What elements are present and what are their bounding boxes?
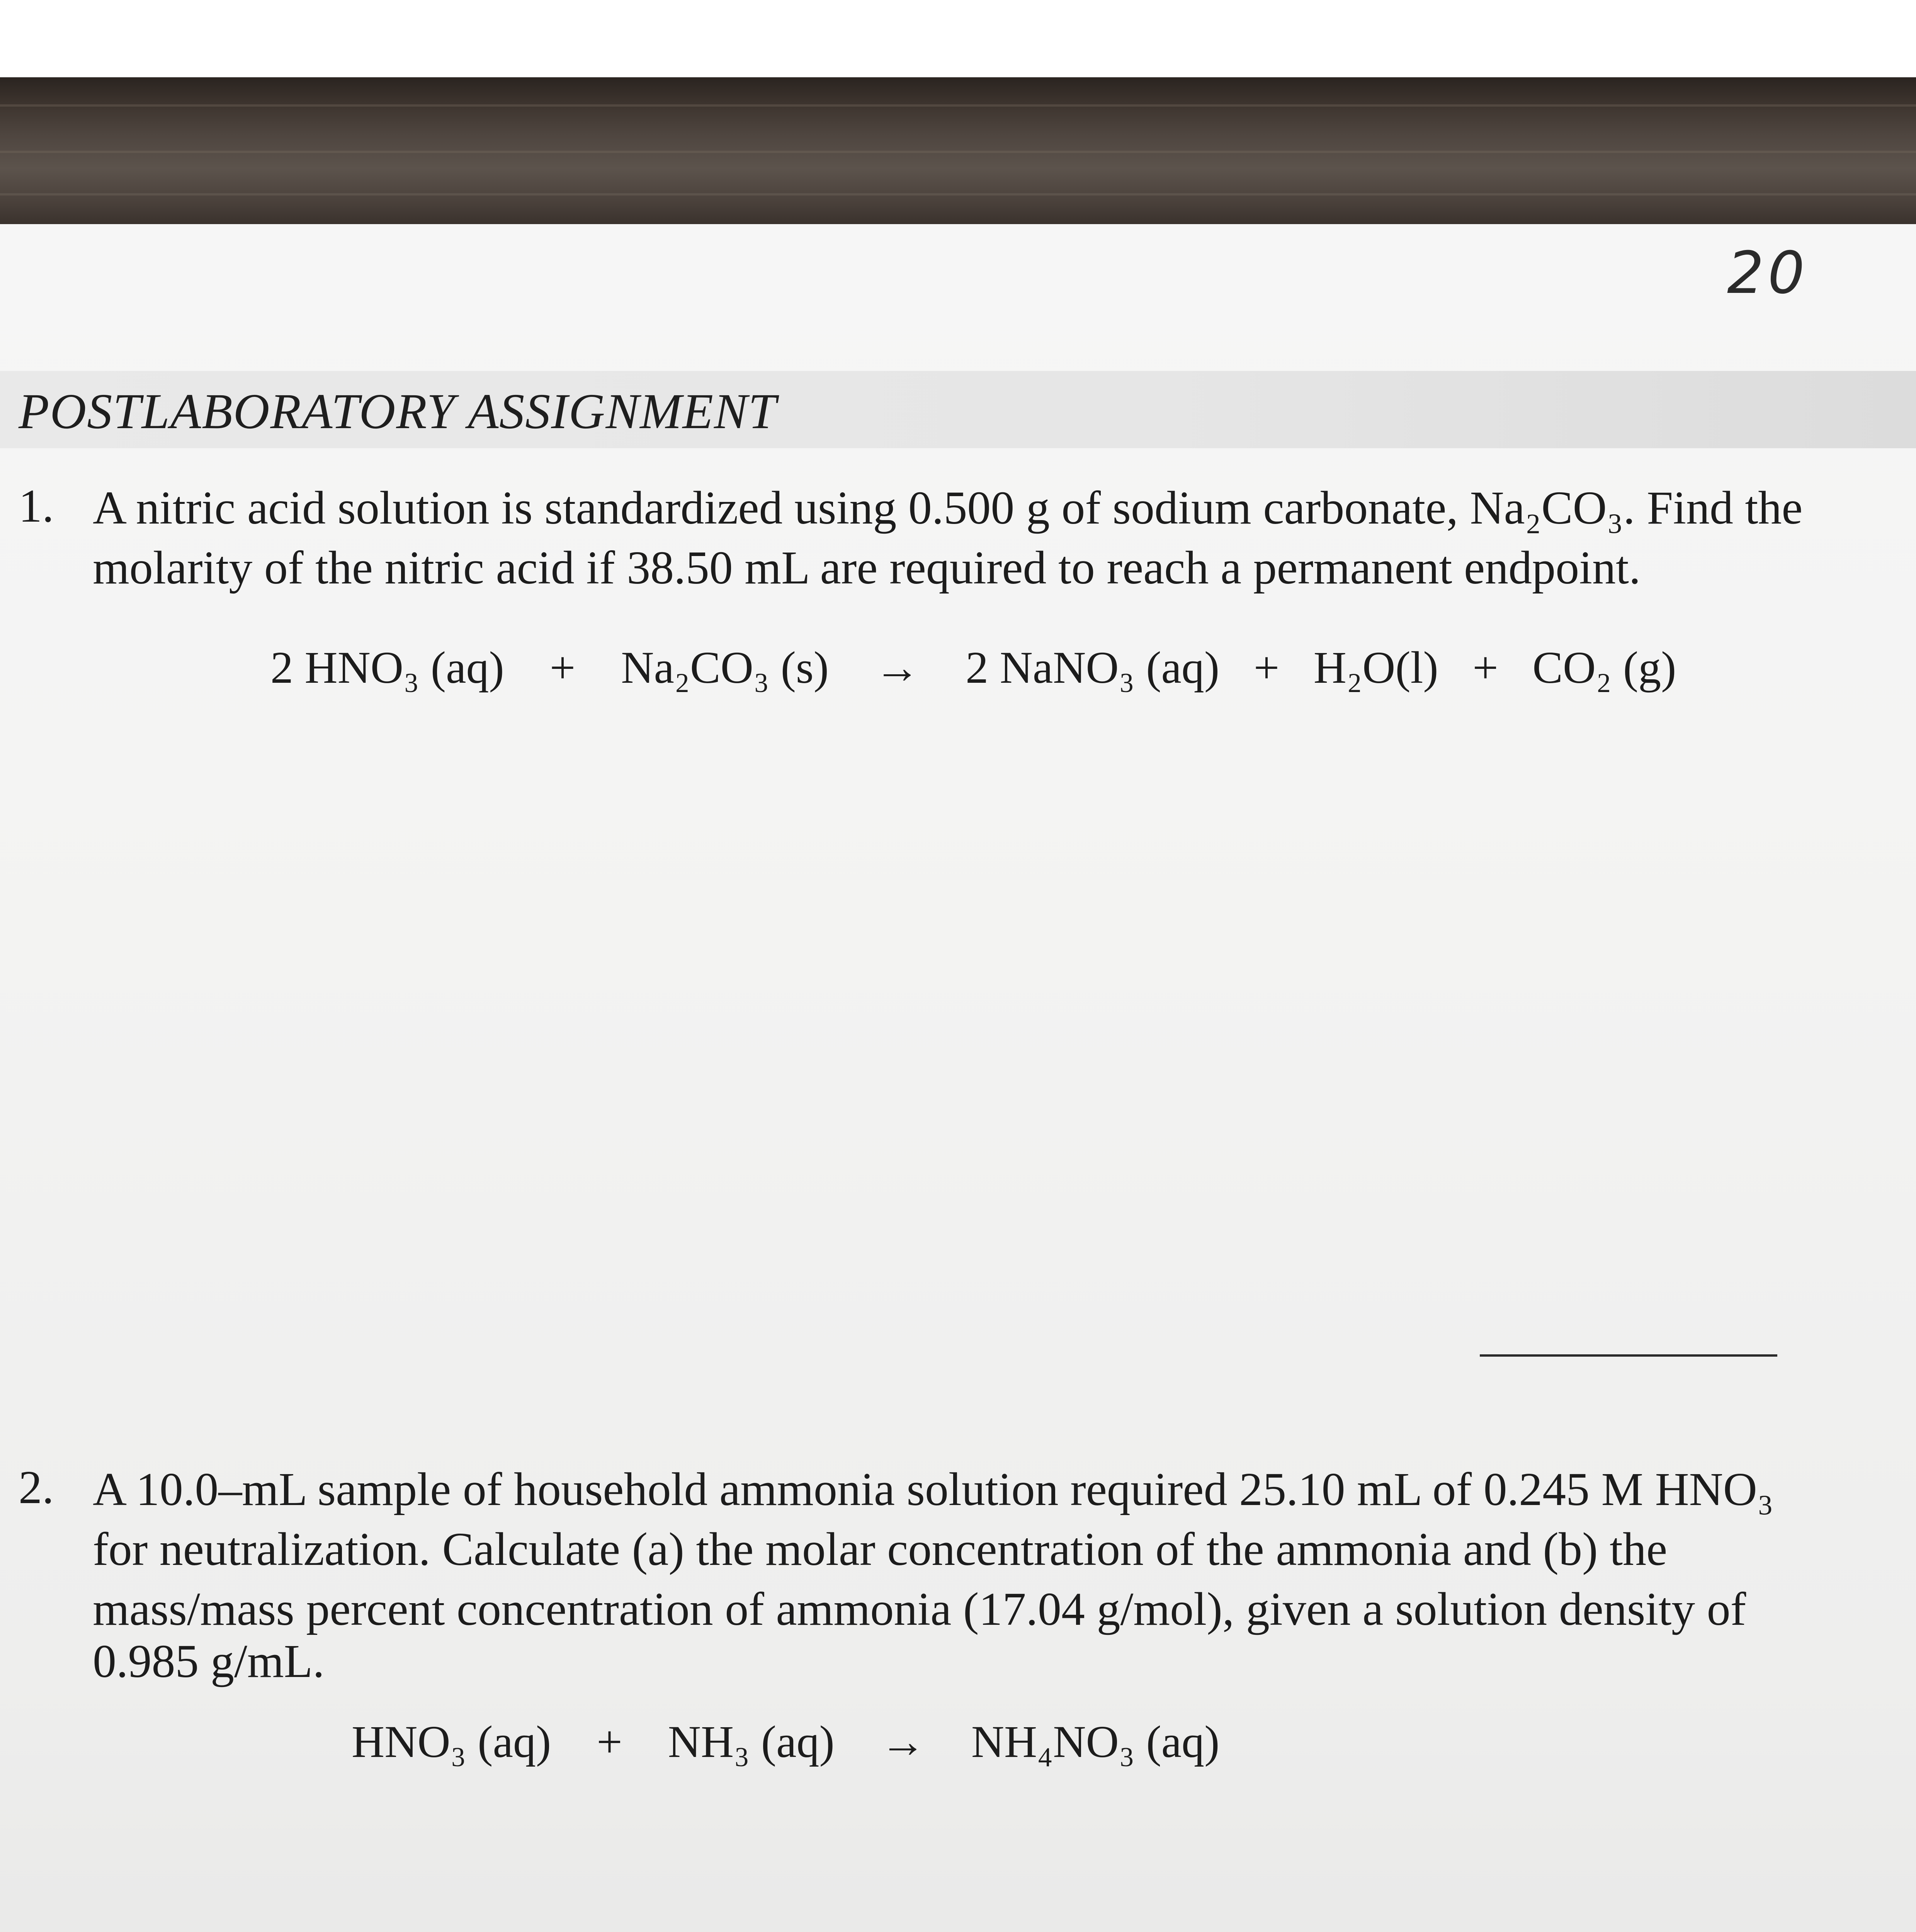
question-1-equation: 2 HNO₃ (aq) + Na₂CO₃ (s) → 2 NaNO₃ (aq) + H₂O(l) + CO₂ (g) [270, 642, 1676, 693]
question-2-line-2: for neutralization. Calculate (a) the molar concentration of the ammonia and (b) the [93, 1523, 1668, 1575]
wood-grain [0, 193, 1916, 196]
question-2-line-1: A 10.0–mL sample of household ammonia solution required 25.10 mL of 0.245 M HNO₃ [93, 1463, 1774, 1515]
question-1-line-1: A nitric acid solution is standardized using 0.500 g of sodium carbonate, Na₂CO₃. Find the [93, 482, 1803, 534]
handwritten-page-number: 20 [1727, 240, 1809, 307]
wood-grain [0, 104, 1916, 107]
question-1-number: 1. [19, 480, 54, 532]
question-2-number: 2. [19, 1461, 54, 1514]
question-1-line-2: molarity of the nitric acid if 38.50 mL are required to reach a permanent endpoint. [93, 542, 1641, 594]
question-1-answer-line[interactable] [1480, 1354, 1777, 1357]
question-2-line-4: 0.985 g/mL. [93, 1635, 325, 1687]
assignment-title: POSTLABORATORY ASSIGNMENT [19, 384, 777, 439]
background-wood-surface [0, 77, 1916, 224]
question-2-equation: HNO₃ (aq) + NH₃ (aq) → NH₄NO₃ (aq) [352, 1716, 1220, 1767]
question-2-line-3: mass/mass percent concentration of ammonia (17.04 g/mol), given a solution density of [93, 1583, 1746, 1635]
wood-grain [0, 151, 1916, 153]
